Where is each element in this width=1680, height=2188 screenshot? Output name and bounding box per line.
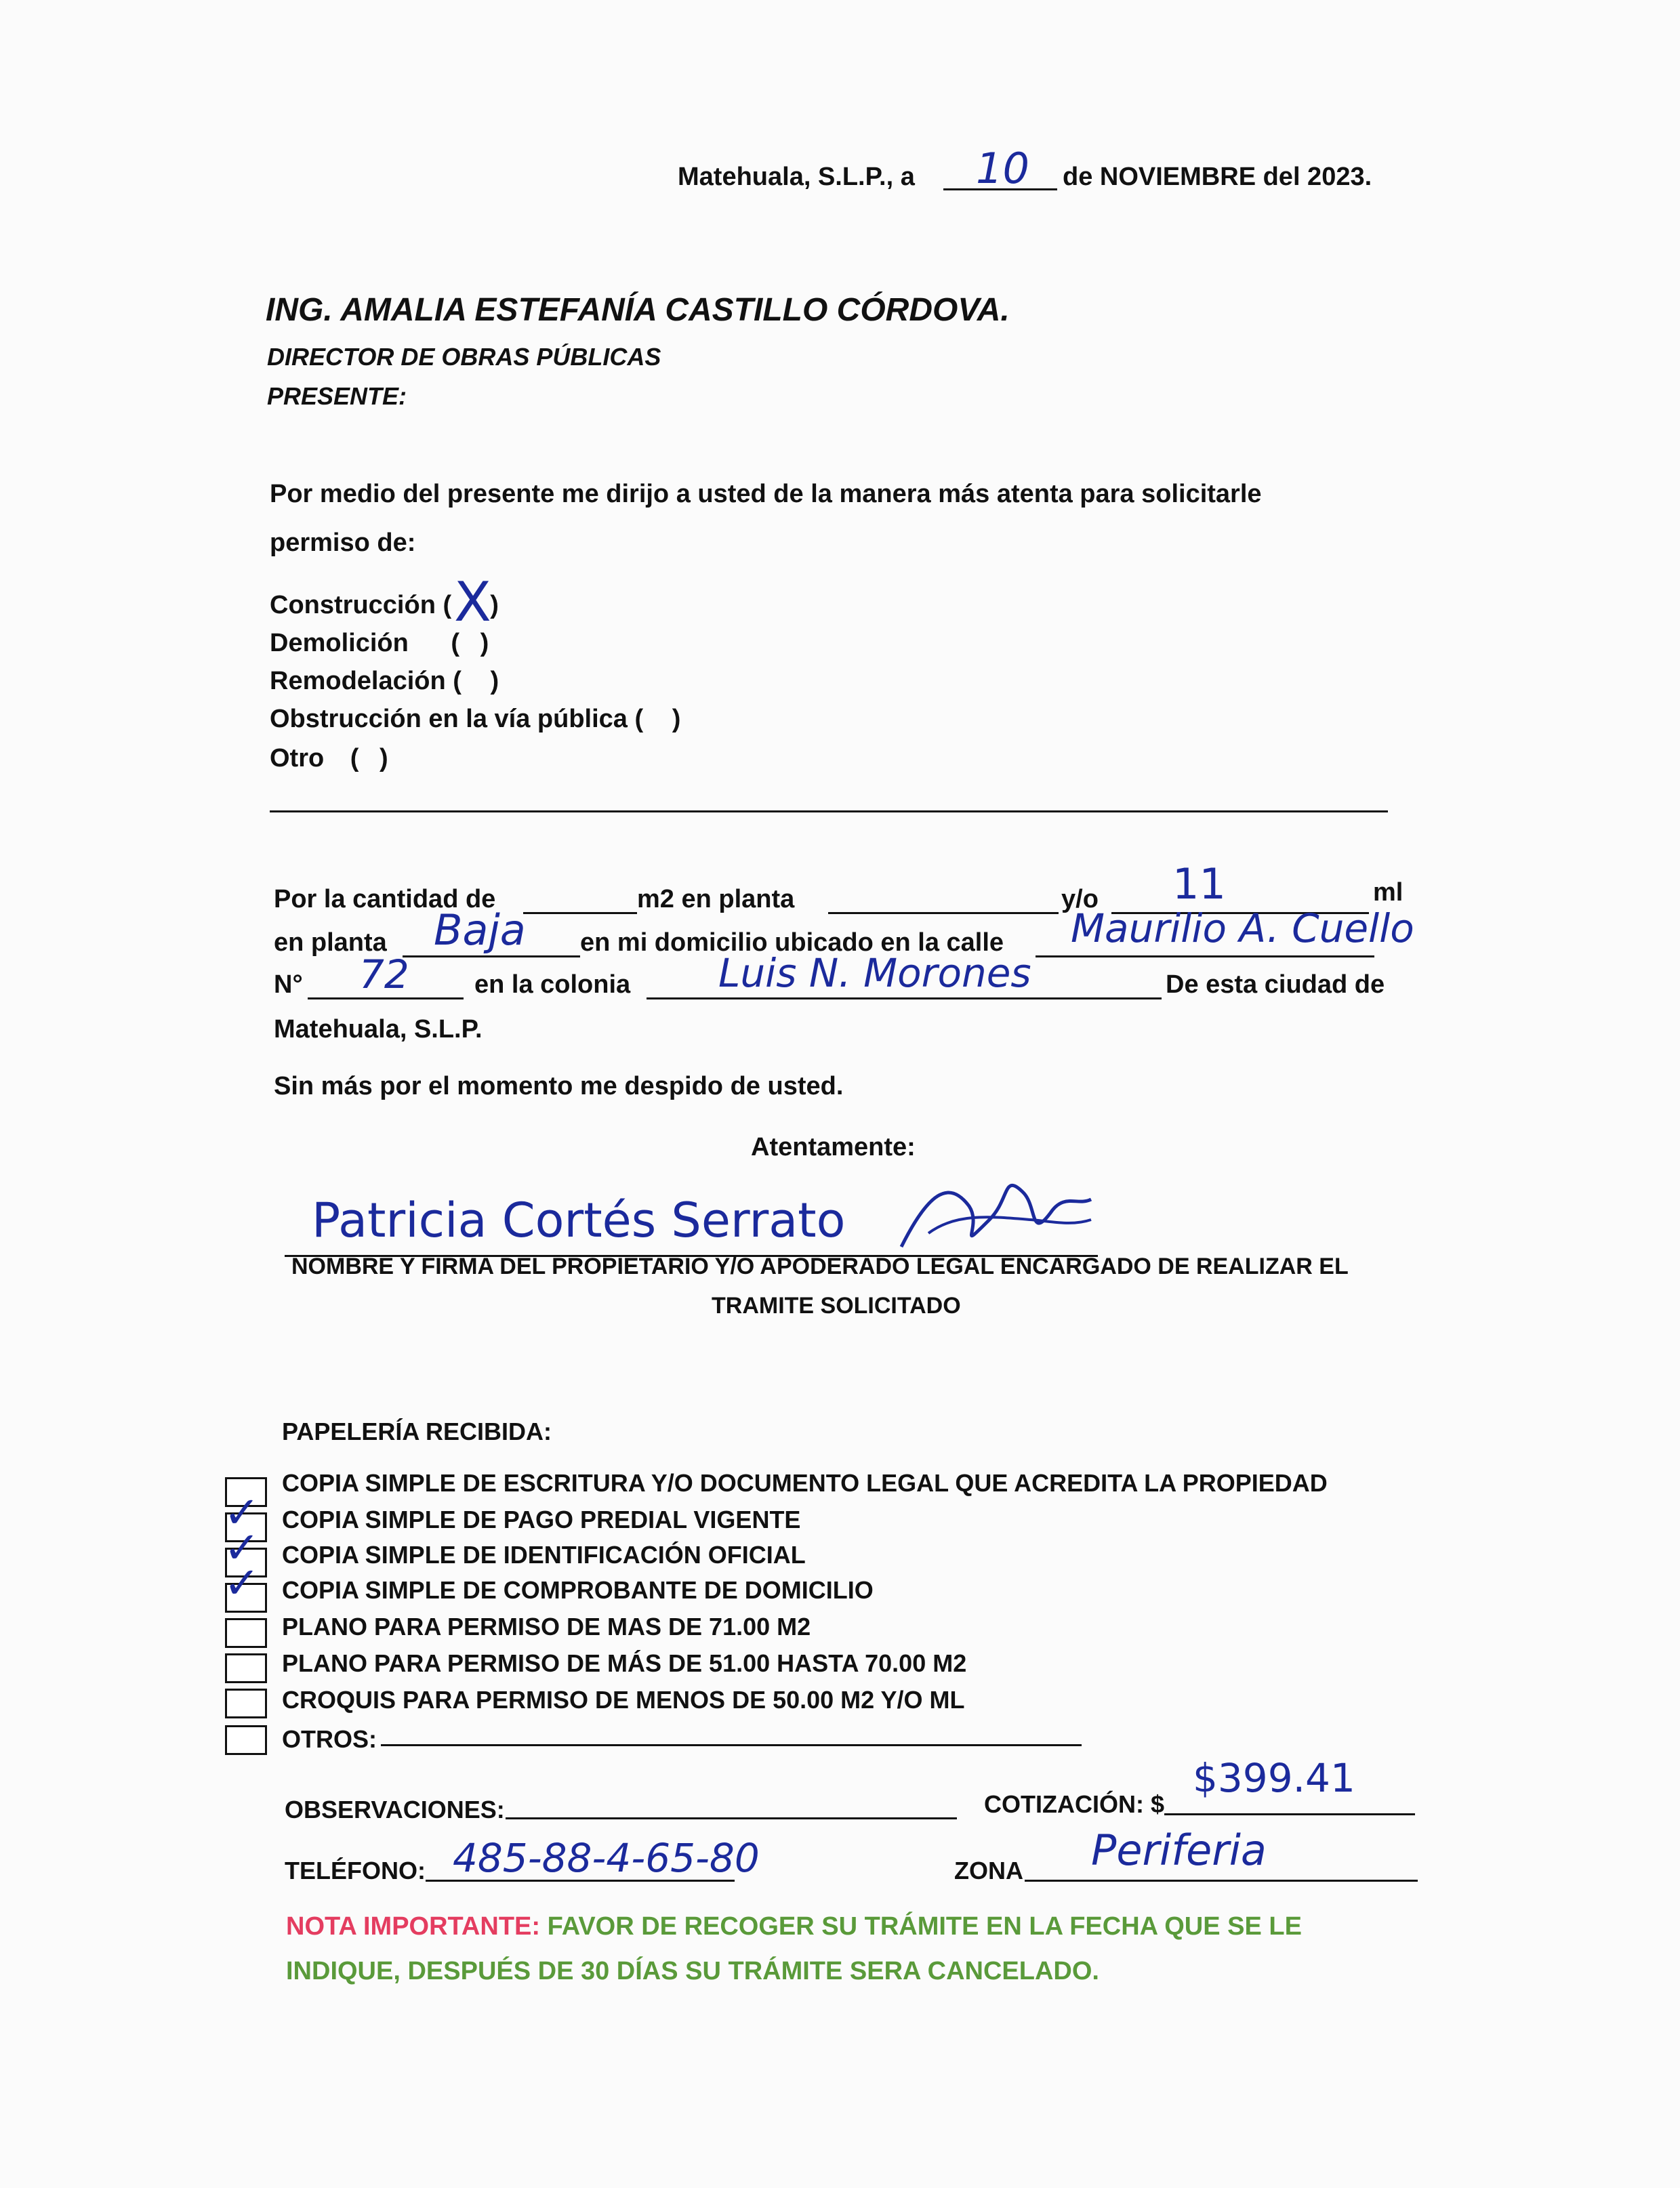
qty-planta-line	[828, 912, 1059, 914]
otros-line	[381, 1744, 1082, 1746]
street-line	[1036, 955, 1374, 957]
nota-label: NOTA IMPORTANTE:	[286, 1912, 541, 1941]
papeleria-item-croquis: CROQUIS PARA PERMISO DE MENOS DE 50.00 M2 Y/O ML	[282, 1686, 965, 1714]
cotizacion-label: COTIZACIÓN: $	[984, 1790, 1164, 1818]
option-label: Remodelación (	[270, 667, 462, 695]
option-otro	[270, 744, 388, 773]
papeleria-item-predial: COPIA SIMPLE DE PAGO PREDIAL VIGENTE	[282, 1506, 801, 1533]
cotizacion-line	[1164, 1813, 1415, 1815]
papeleria-item-otros: OTROS:	[282, 1725, 377, 1753]
qty-label-ml: ml	[1373, 878, 1404, 907]
farewell: Sin más por el momento me despido de usted.	[274, 1072, 844, 1100]
zona-label: ZONA	[954, 1857, 1023, 1884]
city: Matehuala, S.L.P.	[274, 1015, 483, 1044]
papeleria-item-identificacion: COPIA SIMPLE DE IDENTIFICACIÓN OFICIAL	[282, 1541, 806, 1569]
qty-label-colonia: en la colonia	[474, 970, 631, 999]
qty-label-ciudad: De esta ciudad de	[1166, 970, 1385, 999]
intro-line-2: permiso de:	[270, 529, 416, 557]
number-line	[308, 997, 464, 999]
option-close: )	[490, 591, 499, 619]
date-suffix: de NOVIEMBRE del 2023.	[1063, 163, 1372, 191]
ml-value: 11	[1172, 859, 1226, 909]
papeleria-item-plano-71: PLANO PARA PERMISO DE MAS DE 71.00 M2	[282, 1613, 811, 1640]
option-close: )	[480, 629, 489, 657]
option-close: )	[490, 667, 499, 695]
nota-text-1: FAVOR DE RECOGER SU TRÁMITE EN LA FECHA QUE SE LE	[547, 1912, 1302, 1941]
option-close: )	[380, 744, 388, 772]
signature-caption-2: TRAMITE SOLICITADO	[712, 1293, 961, 1319]
otro-line	[270, 810, 1388, 812]
zona-value: Periferia	[1091, 1825, 1267, 1875]
checkbox-plano-71[interactable]	[225, 1618, 267, 1648]
colonia-value: Luis N. Morones	[718, 950, 1031, 996]
telefono-label: TELÉFONO:	[285, 1857, 426, 1884]
observaciones-label: OBSERVACIONES:	[285, 1796, 505, 1823]
date-prefix: Matehuala, S.L.P., a	[678, 163, 915, 191]
option-close: )	[672, 705, 681, 733]
papeleria-item-domicilio: COPIA SIMPLE DE COMPROBANTE DE DOMICILIO	[282, 1576, 874, 1604]
signature-icon	[888, 1152, 1105, 1267]
addressee-role: DIRECTOR DE OBRAS PÚBLICAS	[267, 343, 661, 371]
observaciones-line	[506, 1817, 957, 1819]
option-label: Obstrucción en la vía pública (	[270, 705, 644, 733]
option-label: Otro	[270, 744, 325, 772]
planta-line	[403, 955, 580, 957]
number-value: 72	[359, 951, 409, 997]
planta-value: Baja	[434, 905, 526, 955]
checkbox-plano-51[interactable]	[225, 1653, 267, 1683]
nota-line-1	[286, 1912, 1302, 1941]
option-remodelacion	[270, 667, 499, 696]
checkbox-croquis[interactable]	[225, 1689, 267, 1718]
option-obstruccion	[270, 705, 680, 734]
option-label: Demolición	[270, 629, 409, 657]
checkbox-otros[interactable]	[225, 1725, 267, 1755]
qty-m2-line	[523, 912, 637, 914]
option-open: (	[451, 629, 460, 657]
colonia-line	[647, 997, 1162, 999]
addressee-name: ING. AMALIA ESTEFANÍA CASTILLO CÓRDOVA.	[266, 292, 1010, 328]
signer-name-handwritten: Patricia Cortés Serrato	[312, 1193, 846, 1248]
qty-label-yo: y/o	[1061, 885, 1099, 913]
option-open: (	[350, 744, 359, 772]
street-value: Maurilio A. Cuello	[1071, 905, 1414, 951]
papeleria-item-escritura: COPIA SIMPLE DE ESCRITURA Y/O DOCUMENTO LEGAL QUE ACREDITA LA PROPIEDAD	[282, 1469, 1328, 1497]
option-label: Construcción (	[270, 591, 452, 619]
qty-label-no: N°	[274, 970, 303, 999]
qty-label-start: Por la cantidad de	[274, 885, 496, 913]
nota-line-2: INDIQUE, DESPUÉS DE 30 DÍAS SU TRÁMITE SERA CANCELADO.	[286, 1957, 1099, 1985]
intro-line-1: Por medio del presente me dirijo a usted de la manera más atenta para solicitarle	[270, 480, 1262, 508]
check-domicilio-icon: ✓	[224, 1559, 260, 1609]
papeleria-item-plano-51: PLANO PARA PERMISO DE MÁS DE 51.00 HASTA 70.00 M2	[282, 1649, 967, 1677]
cotizacion-value: $399.41	[1193, 1755, 1355, 1801]
option-demolicion	[270, 629, 489, 658]
qty-label-domicilio: en mi domicilio ubicado en la calle	[580, 928, 1004, 957]
day-handwritten: 10	[976, 144, 1029, 193]
zona-line	[1025, 1880, 1418, 1882]
signature-caption-1: NOMBRE Y FIRMA DEL PROPIETARIO Y/O APODERADO LEGAL ENCARGADO DE REALIZAR EL	[291, 1254, 1349, 1279]
telefono-value: 485-88-4-65-80	[453, 1835, 760, 1881]
check-identificacion-icon: ✓	[224, 1523, 260, 1573]
construccion-x-mark: X	[454, 571, 491, 634]
qty-label-en-planta: en planta	[274, 928, 387, 957]
atentamente: Atentamente:	[751, 1133, 916, 1161]
check-predial-icon: ✓	[224, 1488, 260, 1538]
papeleria-title: PAPELERÍA RECIBIDA:	[282, 1418, 552, 1445]
addressee-presente: PRESENTE:	[267, 382, 407, 410]
qty-label-m2: m2 en planta	[637, 885, 795, 913]
